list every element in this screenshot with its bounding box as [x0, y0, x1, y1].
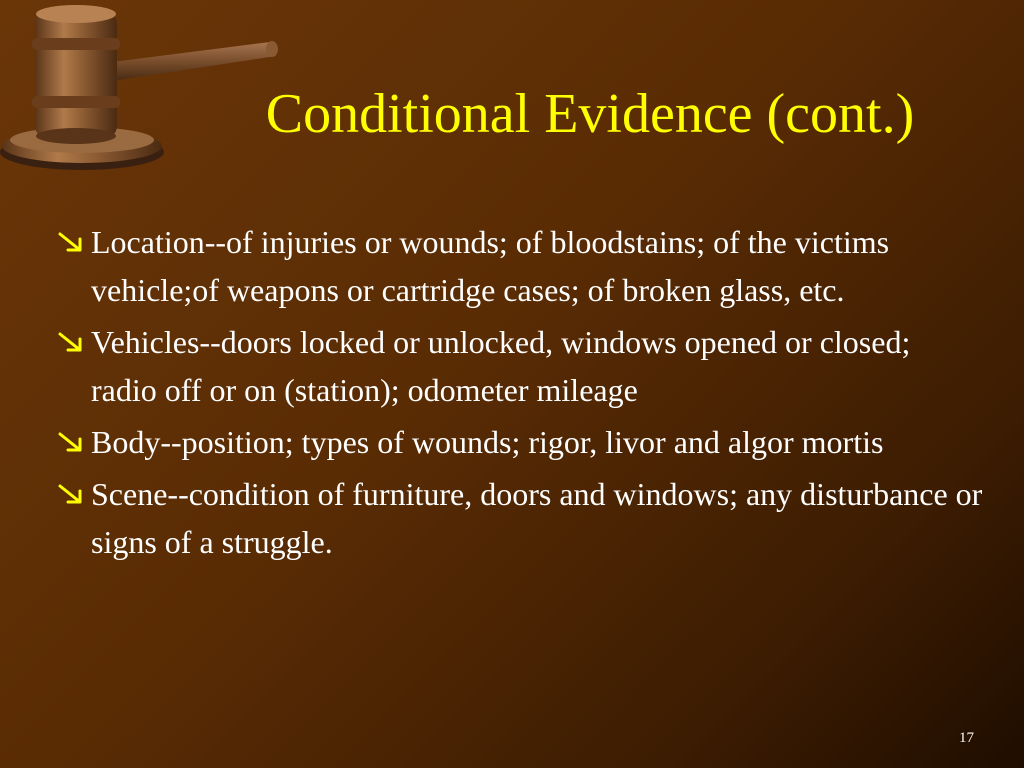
bullet-list — [54, 218, 984, 570]
bullet-item — [54, 318, 984, 414]
bullet-item — [54, 218, 984, 314]
arrow-down-right-icon — [54, 330, 88, 356]
bullet-text: Body--position; types of wounds; rigor, livor and algor mortis — [91, 424, 884, 460]
bullet-item — [54, 418, 984, 466]
slide-title: Conditional Evidence (cont.) — [265, 83, 915, 145]
arrow-down-right-icon — [54, 230, 88, 256]
arrow-down-right-icon — [54, 482, 88, 508]
bullet-item — [54, 470, 984, 566]
bullet-text: Scene--condition of furniture, doors and windows; any disturbance or signs of a struggle. — [91, 476, 983, 560]
bullet-text: Location--of injuries or wounds; of bloodstains; of the victims vehicle;of weapons or cartridge cases; of broken glass, etc. — [91, 224, 890, 308]
bullet-text: Vehicles--doors locked or unlocked, windows opened or closed; radio off or on (station); odometer mileage — [91, 324, 911, 408]
page-number: 17 — [959, 730, 974, 746]
arrow-down-right-icon — [54, 430, 88, 456]
